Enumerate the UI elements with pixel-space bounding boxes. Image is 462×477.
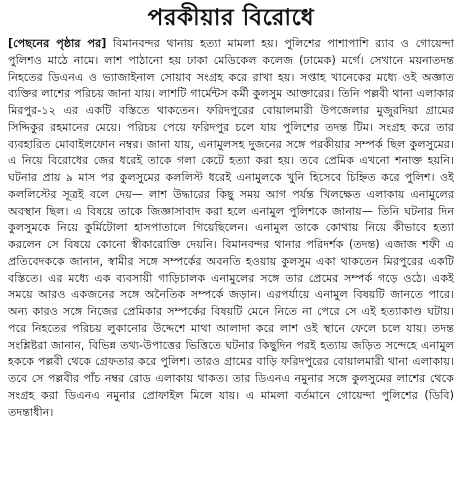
kicker-close-bracket: ] <box>101 37 107 50</box>
headline: পরকীয়ার বিরোধে <box>147 4 315 31</box>
continuation-kicker: পেছনের পৃষ্ঠার পর <box>13 37 102 50</box>
article-body <box>8 36 454 421</box>
kicker-open-bracket: [ <box>8 37 14 50</box>
article-text: বিমানবন্দর থানায় হত্যা মামলা হয়। পুলিশের পাশাপাশি র‌্যাব ও গোয়েন্দা পুলিশও মাঠে নামে। লাশ পাঠানো হয় ঢাকা মেডিকেল কলেজ (ঢামেক) মর্গে। সেখানে ময়নাতদন্ত নিহতের ডিএনএ ও ভ্যাজাইনাল সোয়াব সংগ্রহ করে রাখা হয়। সপ্তাহ খানেকের মধ্যে ওই অজ্ঞাত ব্যক্তির লাশের পরিচয় জানা যায়। লাশটি গার্মেন্টস কর্মী কুলসুম আক্তারের। তিনি পল্লবী থানা এলাকার মিরপুর-১২ এর একটি বস্তিতে থাকতেন। ফরিদপুরের বোয়ালমারী উপজেলার মুজুরদিয়া গ্রামের সিদ্দিকুর রহমানের মেয়ে। পরিচয় পেয়ে ফরিদপুর চলে যায় পুলিশের তদন্ত টিম। সংগ্রহ করে তার ব্যবহারিত মোবাইলফোন নম্বর। জানা যায়, এনামুলসহ দুজনের সঙ্গে পরকীয়ার সম্পর্ক ছিল কুলসুমের। এ নিয়ে বিরোধের জের ধরেই তাকে গলা কেটে হত্যা করা হয়। তবে প্রেমিক এখনো শনাক্ত হয়নি। ঘটনার প্রায় ৯ মাস পর কুলসুমের কললিস্ট ধরেই এনামুলকে খুনি হিসেবে চিহ্নিত করে পুলিশ। ওই কললিস্টের সূত্রই বলে দেয়— লাশ উদ্ধারের কিছু সময় আগ পর্যন্ত খিলক্ষেত এলাকায় এনামুলের অবস্থান ছিল। এ বিষয়ে তাকে জিজ্ঞাসাবাদ করা হলে এনামুল পুলিশকে জানায়— তিনি ঘটনার দিন কুলসুমকে নিয়ে কুর্মিটোলা হাসপাতালে গিয়েছিলেন। এনামুল তাকে কোথায় নিয়ে কীভাবে হত্যা করলেন সে বিষয়ে কোনো স্বীকারোক্তি দেয়নি। বিমানবন্দর থানার পরিদর্শক (তদন্ত) এজাজ শফী এ প্রতিবেদককে জানান, স্বামীর সঙ্গে সম্পর্কের অবনতি হওয়ায় কুলসুম একা থাকতেন মিরপুরের একটি বস্তিতে। এর মধ্যে এক ব্যবসায়ী গাড়িচালক এনামুলের সঙ্গে তার প্রেমের সম্পর্ক গড়ে ওঠে। একই সময়ে আরও একজনের সঙ্গে অনৈতিক সম্পর্কে জড়ান। এরপর্যায়ে এনামুল বিষয়টি জানতে পারে। অন্য কারও সঙ্গে নিজের প্রেমিকার সম্পর্কের বিষয়টি মেনে নিতে না পেরে সে এই হত্যাকাণ্ড ঘটায়। পরে নিহতের পরিচয় লুকানোর উদ্দেশে মাথা আলাদা করে লাশ ওই স্থানে ফেলে চলে যায়। তদন্ত সংশ্লিষ্টরা জানান, বিভিন্ন তথ্য-উপাত্তের ভিত্তিতে ঘটনার কিছুদিন পরই হত্যায় জড়িত সন্দেহে এনামুল হককে পল্লবী থেকে গ্রেফতার করে পুলিশ। তারও গ্রামের বাড়ি ফরিদপুরের বোয়ালমারী থানা এলাকায়। তবে সে পল্লবীর পাঁচ নম্বর রোড এলাকায় থাকত। তার ডিএনএ নমুনার সঙ্গে কুলসুমের লাশের থেকে সংগ্রহ করা ডিএনএ নমুনার প্রোফাইল মিলে যায়। এ মামলা বর্তমানে গোয়েন্দা পুলিশের (ডিবি) তদন্তাধীন। <box>8 37 454 419</box>
